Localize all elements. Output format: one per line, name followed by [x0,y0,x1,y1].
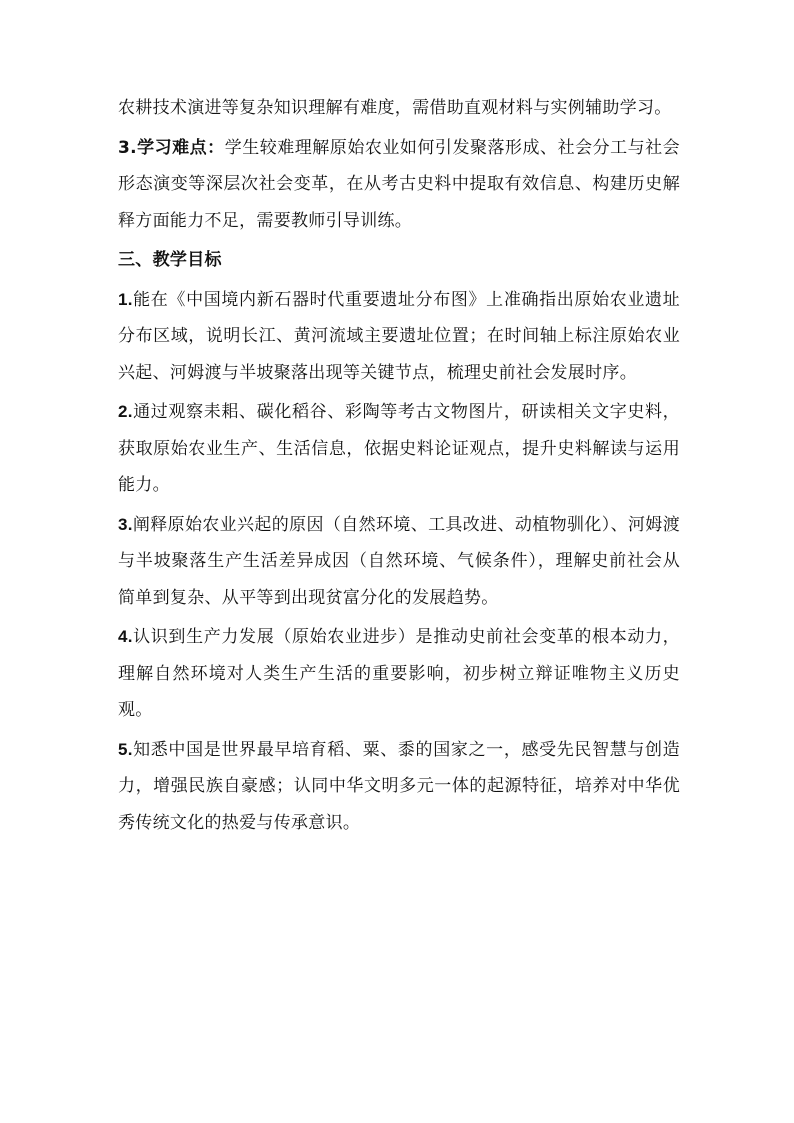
objective-number: 4. [118,627,133,646]
objective-item [118,619,680,729]
difficulty-lead: 3.学习难点： [118,137,225,158]
difficulty-paragraph [118,130,680,240]
document-page [118,90,680,844]
objective-number: 1. [118,289,133,309]
objective-text: 阐释原始农业兴起的原因（自然环境、工具改进、动植物驯化）、河姆渡与半坡聚落生产生活差异成因（自然环境、气候条件），理解史前社会从简单到复杂、从平等到出现贫富分化的发展趋势。 [118,514,680,608]
objective-item [118,732,680,842]
objective-text: 通过观察耒耜、碳化稻谷、彩陶等考古文物图片，研读相关文字史料，获取原始农业生产、生活信息，依据史料论证观点，提升史料解读与运用能力。 [118,402,680,495]
continuation-paragraph: 农耕技术演进等复杂知识理解有难度，需借助直观材料与实例辅助学习。 [118,98,672,118]
objective-number: 3. [118,514,133,534]
difficulty-text: 学生较难理解原始农业如何引发聚落形成、社会分工与社会形态演变等深层次社会变革，在从考古史料中提取有效信息、构建历史解释方面能力不足，需要教师引导训练。 [118,137,680,231]
objective-number: 2. [118,402,133,421]
objective-text: 知悉中国是世界最早培育稻、粟、黍的国家之一，感受先民智慧与创造力，增强民族自豪感；认同中华文明多元一体的起源特征，培养对中华优秀传统文化的热爱与传承意识。 [118,739,680,833]
objective-item [118,282,680,392]
objective-item [118,507,680,617]
objective-text: 认识到生产力发展（原始农业进步）是推动史前社会变革的根本动力，理解自然环境对人类生产生活的重要影响，初步树立辩证唯物主义历史观。 [118,627,680,720]
objective-number: 5. [118,739,133,759]
objective-item [118,394,680,504]
section-heading: 三、教学目标 [118,250,222,270]
objective-text: 能在《中国境内新石器时代重要遗址分布图》上准确指出原始农业遗址分布区域，说明长江、黄河流域主要遗址位置；在时间轴上标注原始农业兴起、河姆渡与半坡聚落出现等关键节点，梳理史前社会发展时序。 [118,289,680,383]
